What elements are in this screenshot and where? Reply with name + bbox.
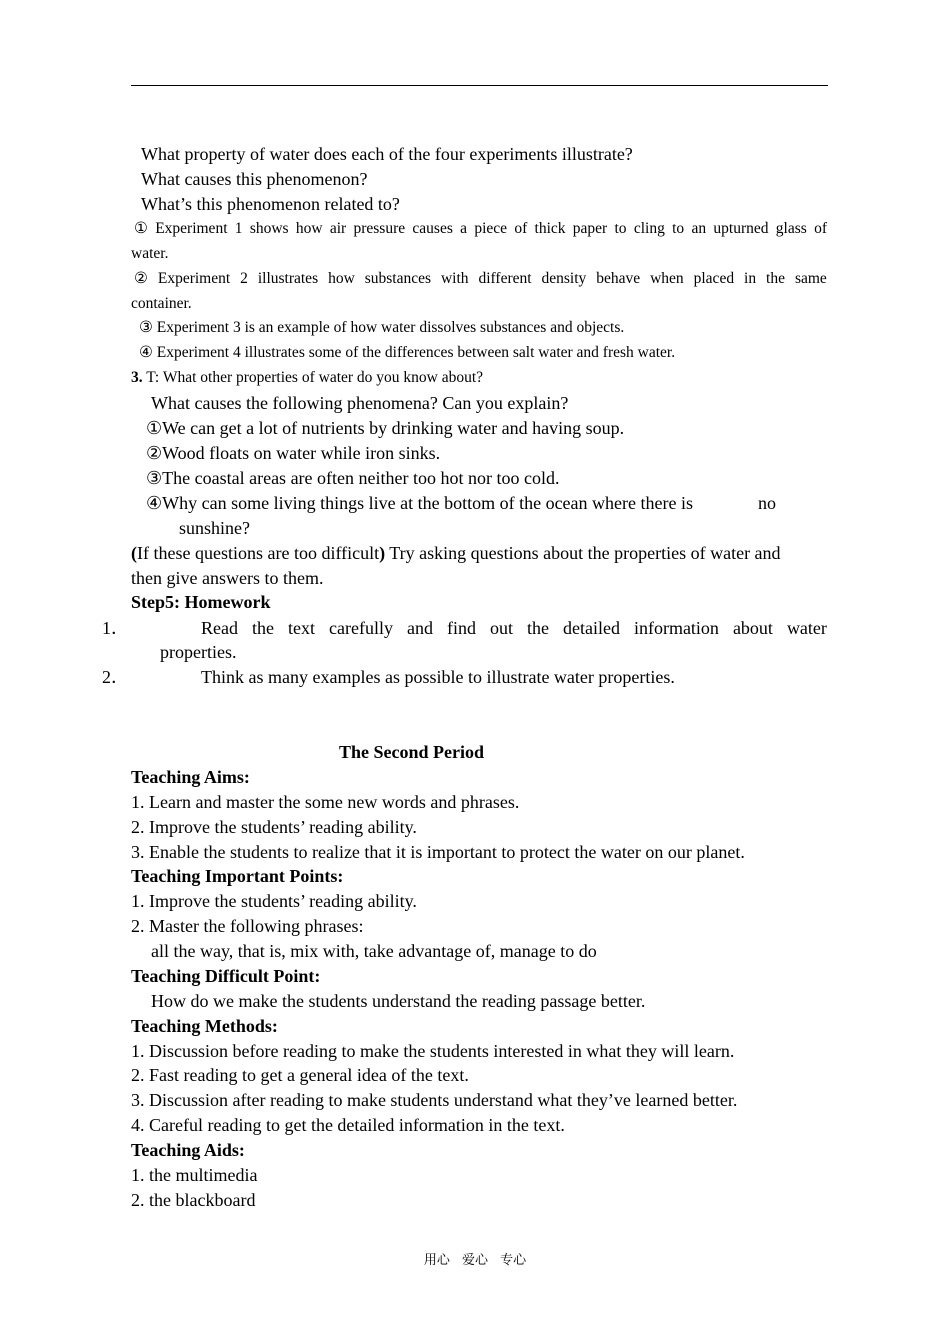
homework-item-1-line <box>201 617 827 639</box>
word: cling <box>633 220 665 237</box>
phenomenon-item: ①We can get a lot of nutrients by drinking water and having soup. <box>146 418 625 438</box>
step3-text: T: What other properties of water do you know about? <box>142 369 484 386</box>
note-condition: If these questions are too difficult <box>137 543 380 563</box>
note-close-paren: ) <box>379 543 386 563</box>
step3-line <box>131 367 483 389</box>
page-footer: 用心 爱心 专心 <box>423 1253 527 1268</box>
experiment-1-continuation: water. <box>131 245 169 262</box>
homework-item-1-number: 1． <box>102 618 129 638</box>
difficult-point-heading: Teaching Difficult Point: <box>131 966 321 986</box>
important-point-item: 1. Improve the students’ reading ability. <box>131 891 417 911</box>
word: behave <box>596 270 641 287</box>
word: thick <box>534 220 566 237</box>
phenomenon-item-continuation: sunshine? <box>179 518 250 538</box>
important-points-heading: Teaching Important Points: <box>131 866 344 886</box>
word: information <box>633 618 719 638</box>
step3-note <box>131 542 781 564</box>
word: carefully <box>328 618 393 638</box>
word: find <box>446 618 476 638</box>
difficult-point-text: How do we make the students understand the reading passage better. <box>151 991 646 1011</box>
important-point-item: 2. Master the following phrases: <box>131 916 364 936</box>
phenomenon-item: ④Why can some living things live at the bottom of the ocean where there is <box>146 493 693 513</box>
phenomenon-item: ③The coastal areas are often neither too hot nor too cold. <box>146 468 560 488</box>
word: 1 <box>234 220 243 237</box>
header-rule <box>131 85 828 86</box>
aim-item: 2. Improve the students’ reading ability. <box>131 817 417 837</box>
step3-sub-question: What causes the following phenomena? Can you explain? <box>151 393 569 413</box>
homework-item-2-text: Think as many examples as possible to illustrate water properties. <box>201 667 675 687</box>
word: different <box>478 270 532 287</box>
word: same <box>794 270 827 287</box>
method-item: 2. Fast reading to get a general idea of the text. <box>131 1065 469 1085</box>
experiment-1-line <box>134 218 827 240</box>
word: placed <box>693 270 735 287</box>
question-line: What property of water does each of the four experiments illustrate? <box>141 144 633 164</box>
word: glass <box>775 220 807 237</box>
word: density <box>541 270 587 287</box>
word: of <box>514 220 528 237</box>
experiment-4-line: ④ Experiment 4 illustrates some of the differences between salt water and fresh water. <box>139 344 676 361</box>
word: when <box>650 270 684 287</box>
aid-item: 1. the multimedia <box>131 1165 258 1185</box>
homework-heading: Step5: Homework <box>131 592 271 612</box>
methods-heading: Teaching Methods: <box>131 1016 278 1036</box>
step3-note-continuation: then give answers to them. <box>131 568 324 588</box>
word: how <box>328 270 355 287</box>
aims-heading: Teaching Aims: <box>131 767 250 787</box>
word: 2 <box>240 270 248 287</box>
word: upturned <box>713 220 769 237</box>
word: piece <box>474 220 508 237</box>
word: about <box>732 618 773 638</box>
word: shows <box>249 220 289 237</box>
word: how <box>295 220 323 237</box>
method-item: 3. Discussion after reading to make students understand what they’ve learned better. <box>131 1090 738 1110</box>
method-item: 1. Discussion before reading to make the students interested in what they will learn. <box>131 1041 735 1061</box>
word: the <box>251 618 274 638</box>
aim-item: 1. Learn and master the some new words and phrases. <box>131 792 520 812</box>
word: paper <box>572 220 608 237</box>
word: Read <box>201 618 238 638</box>
phenomenon-item: ②Wood floats on water while iron sinks. <box>146 443 441 463</box>
word: causes <box>412 220 453 237</box>
phenomenon-item-end-word: no <box>758 493 776 513</box>
word: pressure <box>353 220 406 237</box>
aid-item: 2. the blackboard <box>131 1190 256 1210</box>
experiment-3-line: ③ Experiment 3 is an example of how water dissolves substances and objects. <box>139 319 625 336</box>
experiment-2-line <box>134 268 827 290</box>
word: a <box>460 220 468 237</box>
homework-item-2-number: 2． <box>102 667 129 687</box>
word: and <box>406 618 433 638</box>
experiment-2-continuation: container. <box>131 295 192 312</box>
word: out <box>489 618 513 638</box>
note-open-paren: ( <box>131 543 137 563</box>
word: ② <box>134 270 148 287</box>
section-title: The Second Period <box>339 742 485 762</box>
phrases-list: all the way, that is, mix with, take advantage of, manage to do <box>151 941 597 961</box>
aim-item: 3. Enable the students to realize that it is important to protect the water on our planet. <box>131 842 745 862</box>
note-rest: Try asking questions about the properties of water and <box>385 543 781 563</box>
step3-number: 3. <box>131 369 143 386</box>
word: with <box>440 270 469 287</box>
word: substances <box>364 270 432 287</box>
word: in <box>744 270 757 287</box>
word: to <box>614 220 627 237</box>
aids-heading: Teaching Aids: <box>131 1140 245 1160</box>
word: Experiment <box>157 270 231 287</box>
homework-item-1-continuation: properties. <box>160 642 237 662</box>
method-item: 4. Careful reading to get the detailed information in the text. <box>131 1115 565 1135</box>
word: the <box>526 618 549 638</box>
word: Experiment <box>155 220 228 237</box>
word: an <box>691 220 707 237</box>
question-line: What causes this phenomenon? <box>141 169 368 189</box>
word: ① <box>134 220 148 237</box>
word: to <box>672 220 685 237</box>
question-line: What’s this phenomenon related to? <box>141 194 400 214</box>
word: the <box>766 270 785 287</box>
word: of <box>814 220 827 237</box>
word: detailed <box>562 618 620 638</box>
word: illustrates <box>257 270 319 287</box>
word: air <box>329 220 347 237</box>
word: text <box>287 618 315 638</box>
word: water <box>786 618 827 638</box>
